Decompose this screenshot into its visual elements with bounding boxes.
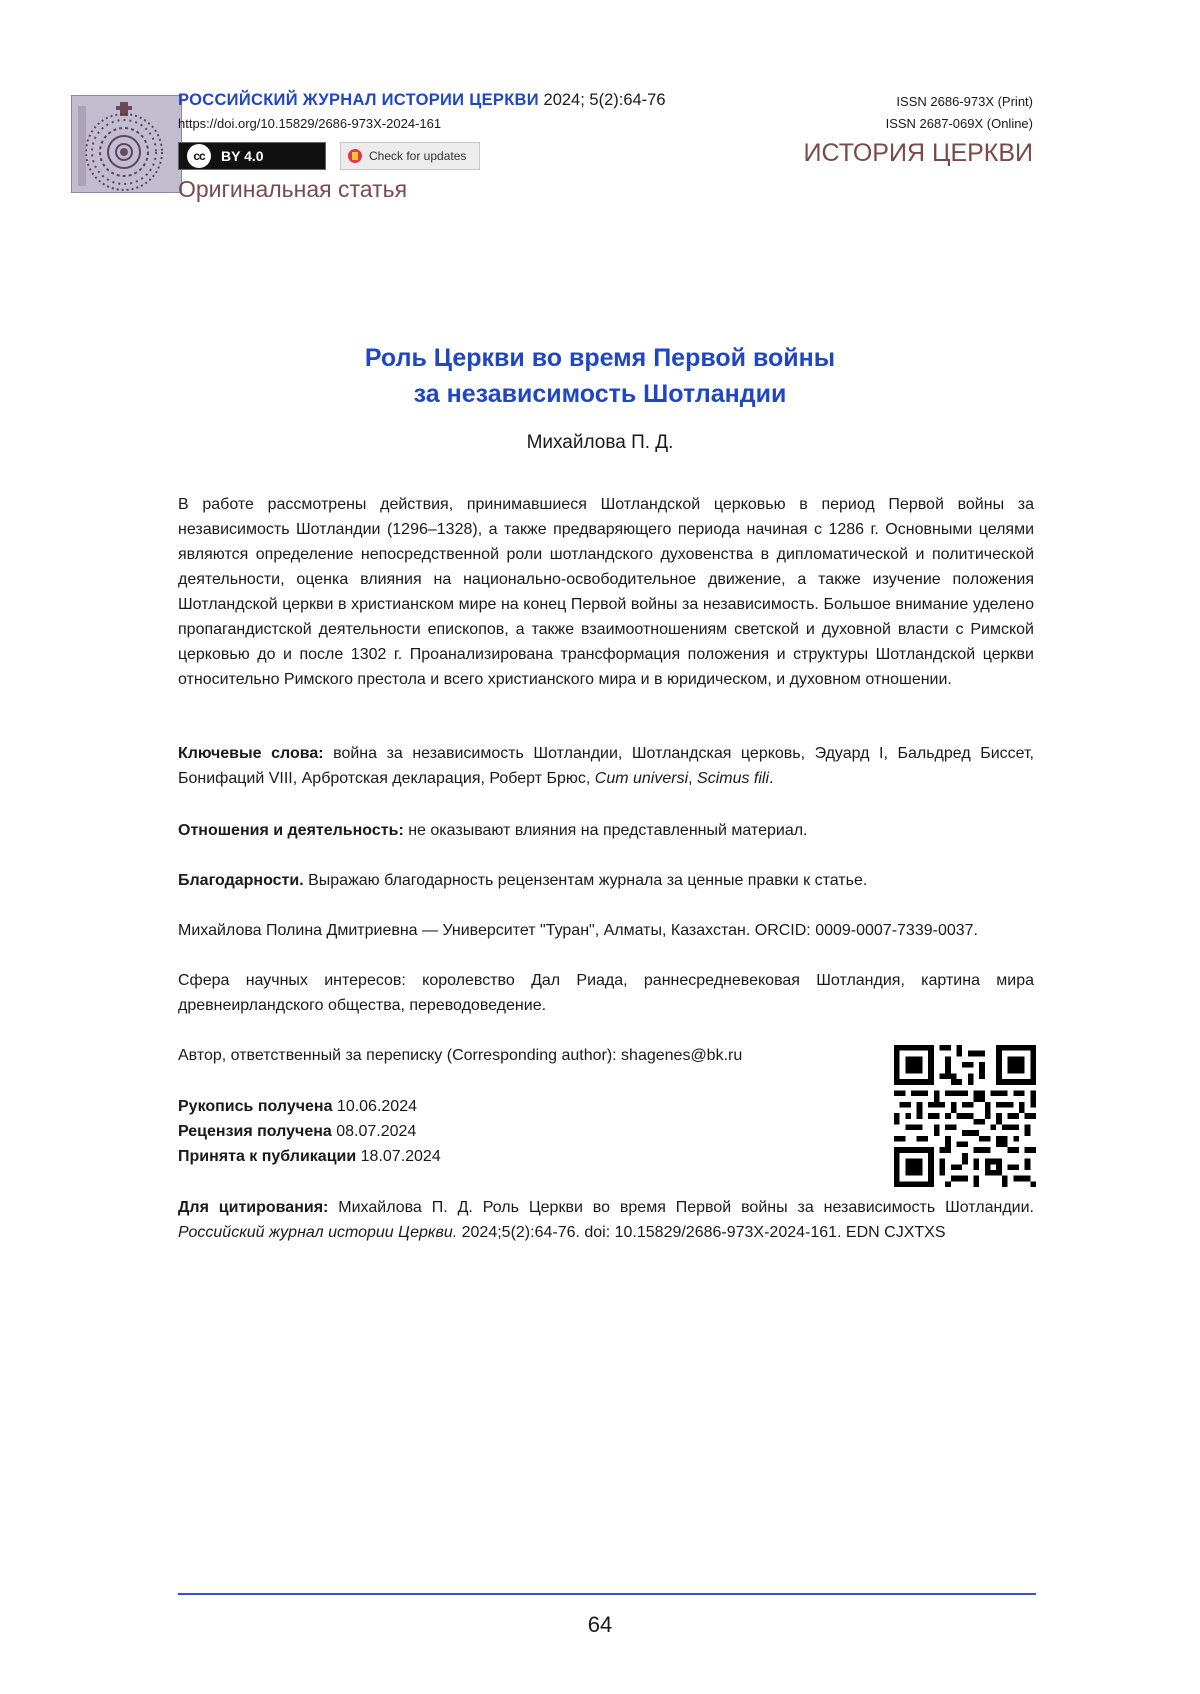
license-badge[interactable] bbox=[178, 142, 326, 170]
title-line-2: за независимость Шотландии bbox=[413, 380, 787, 408]
accepted-date-row bbox=[178, 1144, 441, 1169]
journal-line bbox=[178, 91, 666, 110]
doi-link[interactable]: https://doi.org/10.15829/2686-973X-2024-161 bbox=[178, 116, 442, 131]
cc-icon: cc bbox=[187, 144, 211, 168]
received-date: 10.06.2024 bbox=[332, 1098, 417, 1115]
ack-text: Выражаю благодарность рецензентам журнала за ценные правки к статье. bbox=[303, 872, 868, 889]
cite-label: Для цитирования: bbox=[178, 1199, 329, 1216]
keywords-text: война за независимость Шотландии, Шотландская церковь, Эдуард I, Бальдред Биссет, Бонифаций VIII, Арбротская декларация, Роберт Брюс, bbox=[178, 745, 1034, 787]
bookmark-icon bbox=[348, 149, 362, 163]
accepted-date: 18.07.2024 bbox=[356, 1148, 441, 1165]
author-name: Михайлова П. Д. bbox=[526, 432, 674, 453]
keywords-italic-2: Scimus fili bbox=[697, 770, 770, 787]
cite-journal: Российский журнал истории Церкви. bbox=[178, 1224, 458, 1241]
title-line-1: Роль Церкви во время Первой войны bbox=[364, 344, 836, 372]
accepted-label: Принята к публикации bbox=[178, 1148, 357, 1165]
coi-text: не оказывают влияния на представленный материал. bbox=[403, 822, 808, 839]
journal-logo-icon bbox=[71, 95, 182, 193]
keywords-end: . bbox=[769, 770, 774, 787]
qr-code-icon[interactable] bbox=[894, 1045, 1036, 1187]
citation bbox=[178, 1195, 1034, 1245]
license-label: BY 4.0 bbox=[221, 148, 264, 164]
section-title: ИСТОРИЯ ЦЕРКВИ bbox=[803, 139, 1033, 167]
cite-text: Михайлова П. Д. Роль Церкви во время Первой войны за независимость Шотландии. bbox=[328, 1199, 1034, 1216]
article-title bbox=[0, 340, 1200, 412]
article-type: Оригинальная статья bbox=[178, 176, 408, 202]
page-number: 64 bbox=[587, 1612, 613, 1637]
issn-online: ISSN 2687-069X (Online) bbox=[885, 116, 1033, 131]
abstract: В работе рассмотрены действия, принимавшиеся Шотландской церковью в период Первой войны за независимость Шотландии (1296–1328), а также предваряющего периода начиная с 1286 г. Основными целями являются определение непосредственной роли шотландского духовенства в дипломатической и политической деятельности, оценка влияния на национально-освободительное движение, а также изучение положения Шотландской церкви в христианском мире на конец Первой войны за независимость. Большое внимание уделено пропагандистской деятельности епископов, а также взаимоотношениям светской и духовной власти с Римской церковью до и после 1302 г. Проанализирована трансформация положения и структуры Шотландской церкви относительно Римского престола и всего христианского мира и в юридическом, и духовном отношении. bbox=[178, 496, 1034, 688]
keywords bbox=[178, 741, 1034, 791]
issue-info: 2024; 5(2):64-76 bbox=[543, 91, 666, 109]
cite-rest: 2024;5(2):64-76. doi: 10.15829/2686-973X-2024-161. EDN CJXTXS bbox=[457, 1224, 946, 1241]
footer-rule bbox=[178, 1593, 1036, 1595]
acknowledgements bbox=[178, 868, 1034, 893]
reviewed-label: Рецензия получена bbox=[178, 1123, 332, 1140]
check-for-updates-button[interactable] bbox=[340, 142, 480, 170]
reviewed-date: 08.07.2024 bbox=[331, 1123, 417, 1140]
keywords-italic-1: Cum universi bbox=[594, 770, 689, 787]
coi-label: Отношения и деятельность: bbox=[178, 822, 404, 839]
author-affiliation: Михайлова Полина Дмитриевна — Университет "Туран", Алматы, Казахстан. ORCID: 0009-0007-7339-0037. bbox=[178, 922, 978, 939]
keywords-label: Ключевые слова: bbox=[178, 745, 324, 762]
reviewed-date-row bbox=[178, 1119, 441, 1144]
journal-name[interactable]: РОССИЙСКИЙ ЖУРНАЛ ИСТОРИИ ЦЕРКВИ bbox=[178, 91, 539, 109]
conflict-of-interest bbox=[178, 818, 1034, 843]
manuscript-dates bbox=[178, 1094, 441, 1169]
received-date-row bbox=[178, 1094, 441, 1119]
check-for-updates-label: Check for updates bbox=[369, 149, 467, 163]
corresponding-author[interactable]: Автор, ответственный за переписку (Corresponding author): shagenes@bk.ru bbox=[178, 1047, 743, 1064]
keywords-sep: , bbox=[688, 770, 698, 787]
ack-label: Благодарности. bbox=[178, 872, 304, 889]
issn-print: ISSN 2686-973X (Print) bbox=[896, 94, 1033, 109]
research-interests: Сфера научных интересов: королевство Дал Риада, раннесредневековая Шотландия, картина мира древнеирландского общества, переводоведение. bbox=[178, 972, 1034, 1014]
received-label: Рукопись получена bbox=[178, 1098, 333, 1115]
